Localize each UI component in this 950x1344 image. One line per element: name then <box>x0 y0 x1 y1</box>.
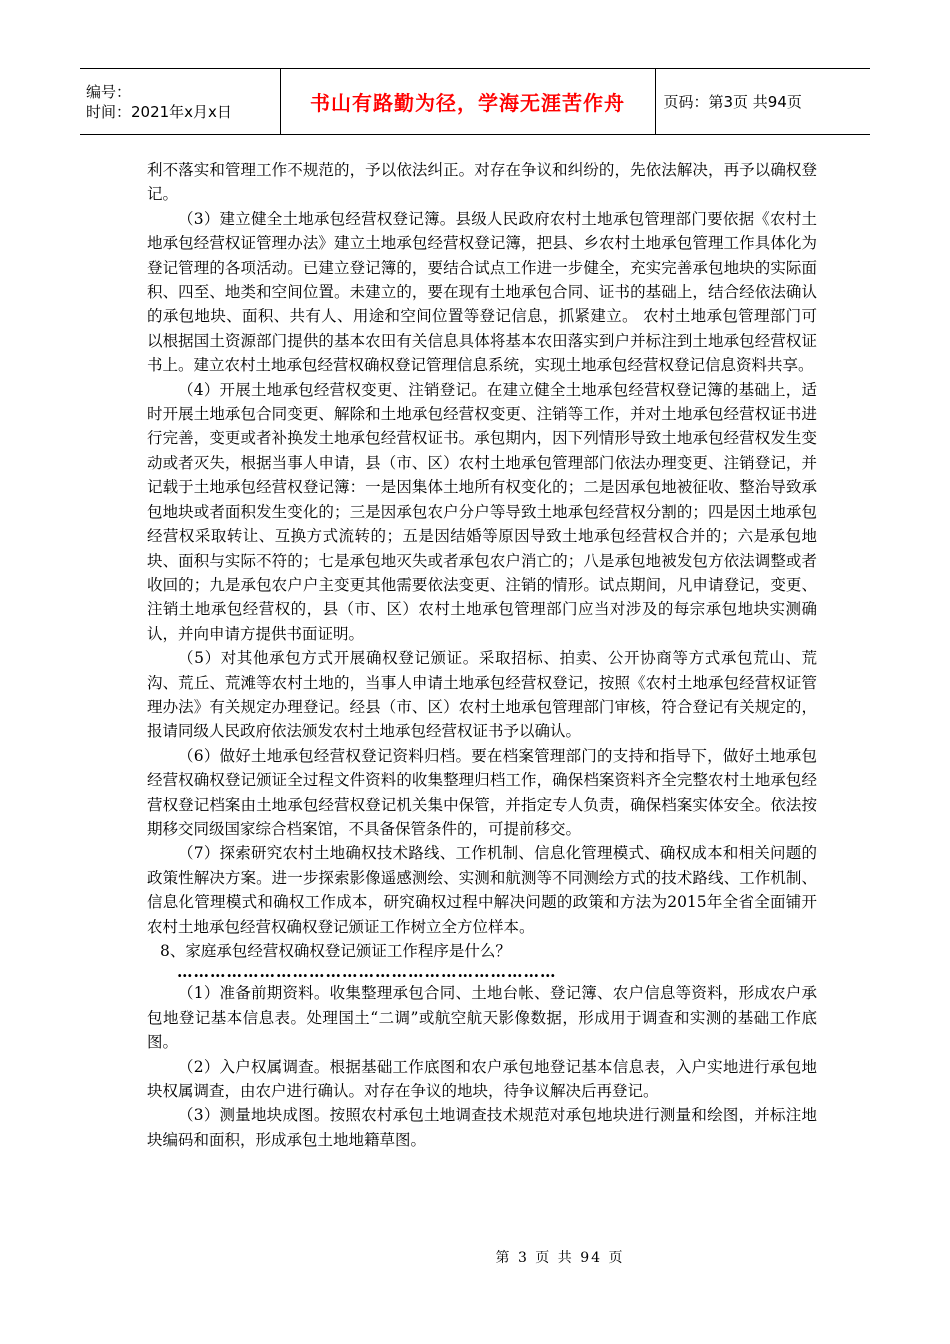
header-page-cell <box>655 69 870 135</box>
document-body <box>147 158 817 1152</box>
header-page-info: 页码：第3页 共94页 <box>663 93 802 111</box>
page-footer: 第 3 页 共 94 页 <box>495 1250 625 1266</box>
paragraph: （3）建立健全土地承包经营权登记簿。县级人民政府农村土地承包管理部门要依据《农村土地承包经营权证管理办法》建立土地承包经营权登记簿，把县、乡农村土地承包管理工作具体化为登记管理的各项活动。已建立登记簿的，要结合试点工作进一步健全，充实完善承包地块的实际面积、四至、地类和空间位置。未建立的，要在现有土地承包合同、证书的基础上，结合经依法确认的承包地块、面积、共有人、用途和空间位置等登记信息，抓紧建立。 农村土地承包管理部门可以根据国土资源部门提供的基本农田有关信息具体将基本农田落实到户并标注到土地承包经营权证书上。建立农村土地承包经营权确权登记管理信息系统，实现土地承包经营权登记信息资料共享。 <box>147 209 817 375</box>
question-heading: 8、家庭承包经营权确权登记颁证工作程序是什么？ <box>160 942 511 960</box>
document-number-label: 编号： <box>86 82 132 101</box>
answer-paragraph: （2）入户权属调查。根据基础工作底图和农户承包地登记基本信息表，入户实地进行承包地块权属调查，由农户进行确认。对存在争议的地块，待争议解决后再登记。 <box>147 1057 817 1101</box>
header-meta <box>80 69 280 135</box>
paragraph: 利不落实和管理工作不规范的，予以依法纠正。对存在争议和纠纷的，先依法解决，再予以确权登记。 <box>147 161 817 204</box>
page-header <box>80 68 870 135</box>
paragraph: （7）探索研究农村土地确权技术路线、工作机制、信息化管理模式、确权成本和相关问题的政策性解决方案。进一步探索影像遥感测绘、实测和航测等不同测绘方式的技术路线、工作机制、信息化管理模式和确权工作成本，研究确权过程中解决问题的政策和方法为2015年全省全面铺开农村土地承包经营权确权登记颁证工作树立全方位样本。 <box>147 844 817 936</box>
header-motto-cell <box>280 69 655 135</box>
paragraph: （6）做好土地承包经营权登记资料归档。要在档案管理部门的支持和指导下，做好土地承包经营权确权登记颁证全过程文件资料的收集整理归档工作，确保档案资料齐全完整农村土地承包经营权登记档案由土地承包经营权登记机关集中保管，并指定专人负责，确保档案实体安全。依法按期移交同级国家综合档案馆，不具备保管条件的，可提前移交。 <box>147 746 817 838</box>
document-date: 时间：2021年x月x日 <box>86 102 232 121</box>
paragraph: （5）对其他承包方式开展确权登记颁证。采取招标、拍卖、公开协商等方式承包荒山、荒沟、荒丘、荒滩等农村土地的，当事人申请土地承包经营权登记，按照《农村土地承包经营权证管理办法》有关规定办理登记。经县（市、区）农村土地承包管理部门审核，符合登记有关规定的，报请同级人民政府依法颁发农村土地承包经营权证书予以确认。 <box>147 649 817 741</box>
dotted-separator: …………………………………………………………… <box>177 962 557 982</box>
answer-paragraph: （1）准备前期资料。收集整理承包合同、土地台帐、登记簿、农户信息等资料，形成农户承包地登记基本信息表。处理国土“二调”或航空航天影像数据，形成用于调查和实测的基础工作底图。 <box>147 984 817 1052</box>
paragraph: （4）开展土地承包经营权变更、注销登记。在建立健全土地承包经营权登记簿的基础上，适时开展土地承包合同变更、解除和土地承包经营权变更、注销等工作，并对土地承包经营权证书进行完善，变更或者补换发土地承包经营权证书。承包期内，因下列情形导致土地承包经营权发生变动或者灭失，根据当事人申请，县（市、区）农村土地承包管理部门依法办理变更、注销登记，并记载于土地承包经营权登记簿：一是因集体土地所有权变化的；二是因承包地被征收、整治导致承包地块或者面积发生变化的；三是因承包农户分户等导致土地承包经营权分割的；四是因土地承包经营权采取转让、互换方式流转的；五是因结婚等原因导致土地承包经营权合并的；六是承包地块、面积与实际不符的；七是承包地灭失或者承包农户消亡的；八是承包地被发包方依法调整或者收回的；九是承包农户户主变更其他需要依法变更、注销的情形。试点期间，凡申请登记，变更、注销土地承包经营权的，县（市、区）农村土地承包管理部门应当对涉及的每宗承包地块实测确认，并向申请方提供书面证明。 <box>147 380 817 643</box>
answer-paragraph: （3）测量地块成图。按照农村承包土地调查技术规范对承包地块进行测量和绘图，并标注地块编码和面积，形成承包土地地籍草图。 <box>147 1106 817 1149</box>
header-motto: 书山有路勤为径，学海无涯苦作舟 <box>310 91 625 115</box>
